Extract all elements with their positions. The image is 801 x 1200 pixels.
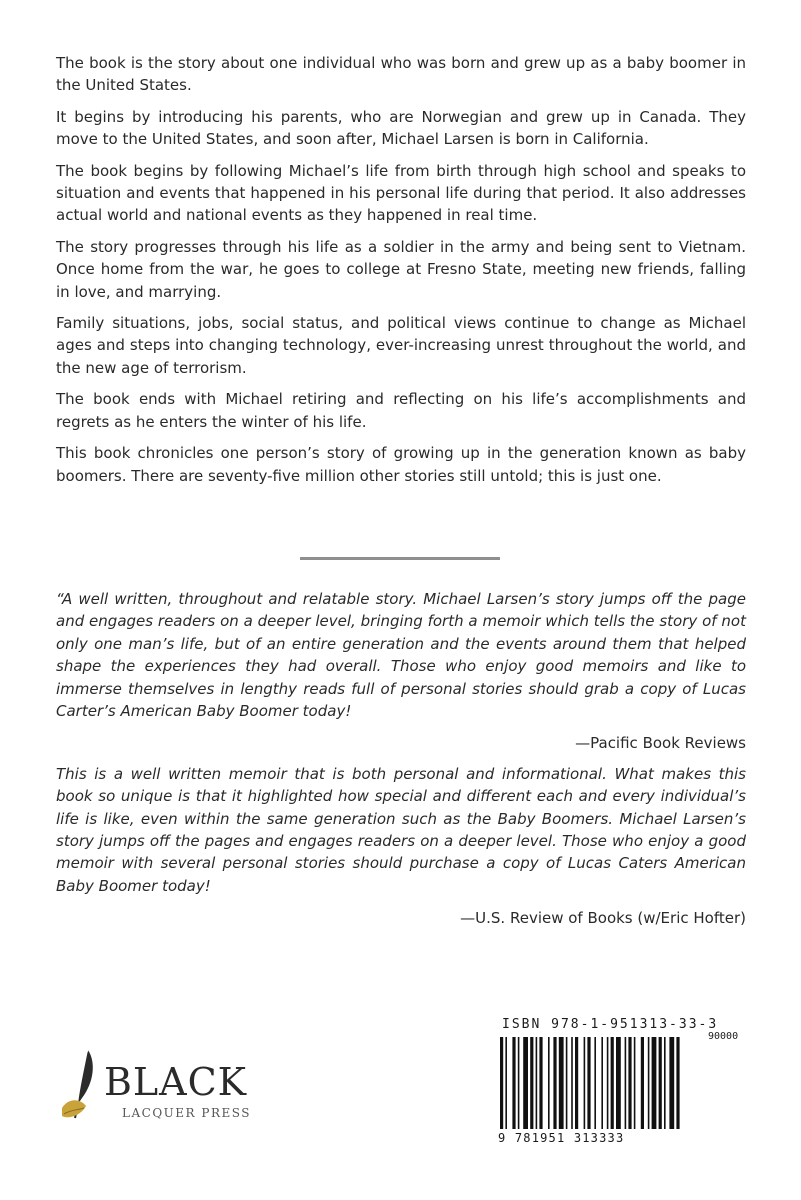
- description-paragraph: This book chronicles one person’s story of growing up in the generation known as baby boomers. There are seventy-five million other stories still untold; this is just one.: [56, 444, 746, 485]
- barcode-bar: [664, 1037, 666, 1129]
- barcode-bar: [575, 1037, 578, 1129]
- barcode-bar: [616, 1037, 621, 1129]
- review-quote: “A well written, throughout and relatable story. Michael Larsen’s story jumps off the page and engages readers on a deeper level, bringing forth a memoir which tells the story of not only one man’s life, but of an entire generation and the events around them that helped shape the experiences they had overall. Those who enjoy good memoirs and like to immerse themselves in lengthy reads full of personal stories should grab a copy of Lucas Carter’s American Baby Boomer today!: [56, 590, 746, 721]
- description-paragraph: Family situations, jobs, social status, and political views continue to change as Michael ages and steps into changing technology, ever-increasing unrest throughout the world, and the new age of terrorism.: [56, 314, 746, 377]
- barcode-bar: [641, 1037, 644, 1129]
- barcode-bar: [523, 1037, 528, 1129]
- barcode-bar: [500, 1037, 503, 1129]
- barcode-bar: [611, 1037, 614, 1129]
- barcode-bar: [669, 1037, 674, 1129]
- price-code: 90000: [708, 1031, 739, 1042]
- barcode-bar: [607, 1037, 609, 1129]
- section-divider: [300, 557, 500, 560]
- isbn-barcode: [498, 1017, 746, 1149]
- publisher-logo: [58, 1042, 258, 1132]
- description-paragraph: It begins by introducing his parents, who are Norwegian and grew up in Canada. They move to the United States, and soon after, Michael Larsen is born in California.: [56, 107, 746, 149]
- barcode-bar: [571, 1037, 573, 1129]
- description-paragraph: The book is the story about one individual who was born and grew up as a baby boomer in the United States.: [56, 54, 746, 95]
- review-source: —Pacific Book Reviews: [575, 734, 746, 753]
- barcode-bars: [498, 1037, 746, 1129]
- barcode-bar: [594, 1037, 596, 1129]
- barcode-bar: [652, 1037, 657, 1129]
- barcode-bar: [625, 1037, 627, 1129]
- barcode-bar: [659, 1037, 662, 1129]
- reviews-section: [56, 588, 746, 938]
- book-description: [56, 52, 746, 496]
- review-quote: This is a well written memoir that is both personal and informational. What makes this book so unique is that it highlighted how special and different each and every individual’s life is like, even within the same generation such as the Baby Boomers. Michael Larsen’s story jumps off the pages and engages readers on a deeper level. Those who enjoy a good memoir with several personal stories should purchase a copy of Lucas Caters American Baby Boomer today!: [56, 764, 746, 895]
- publisher-name: BLACK: [104, 1060, 248, 1104]
- barcode-bar: [676, 1037, 679, 1129]
- barcode-bar: [536, 1037, 538, 1129]
- barcode-bar: [553, 1037, 556, 1129]
- description-paragraph: The book ends with Michael retiring and reflecting on his life’s accomplishments and regrets as he enters the winter of his life.: [56, 390, 746, 431]
- barcode-bar: [628, 1037, 631, 1129]
- quill-pen-icon: [58, 1048, 102, 1126]
- barcode-bar: [601, 1037, 603, 1129]
- description-paragraph: The book begins by following Michael’s life from birth through high school and speaks to situation and events that happened in his personal life during that period. It also addresses actual world and national events as they happened in real time.: [56, 161, 746, 225]
- barcode-bar: [648, 1037, 650, 1129]
- barcode-bar: [530, 1037, 533, 1129]
- barcode-bar: [584, 1037, 586, 1129]
- barcode-bar: [634, 1037, 636, 1129]
- publisher-subtitle: LACQUER PRESS: [122, 1106, 251, 1120]
- barcode-bar: [505, 1037, 507, 1129]
- barcode-bar: [518, 1037, 520, 1129]
- barcode-bar: [548, 1037, 550, 1129]
- barcode-bar: [512, 1037, 515, 1129]
- barcode-bar: [566, 1037, 568, 1129]
- review-source: —U.S. Review of Books (w/Eric Hofter): [460, 909, 746, 928]
- isbn-text: ISBN 978-1-951313-33-3: [502, 1017, 719, 1032]
- description-paragraph: The story progresses through his life as a soldier in the army and being sent to Vietnam. Once home from the war, he goes to college at Fresno State, meeting new friends, falling in love, and marrying.: [56, 237, 746, 301]
- barcode-bar: [587, 1037, 590, 1129]
- barcode-bar: [539, 1037, 542, 1129]
- ean-number: 9 781951 313333: [498, 1131, 625, 1145]
- barcode-bar: [559, 1037, 564, 1129]
